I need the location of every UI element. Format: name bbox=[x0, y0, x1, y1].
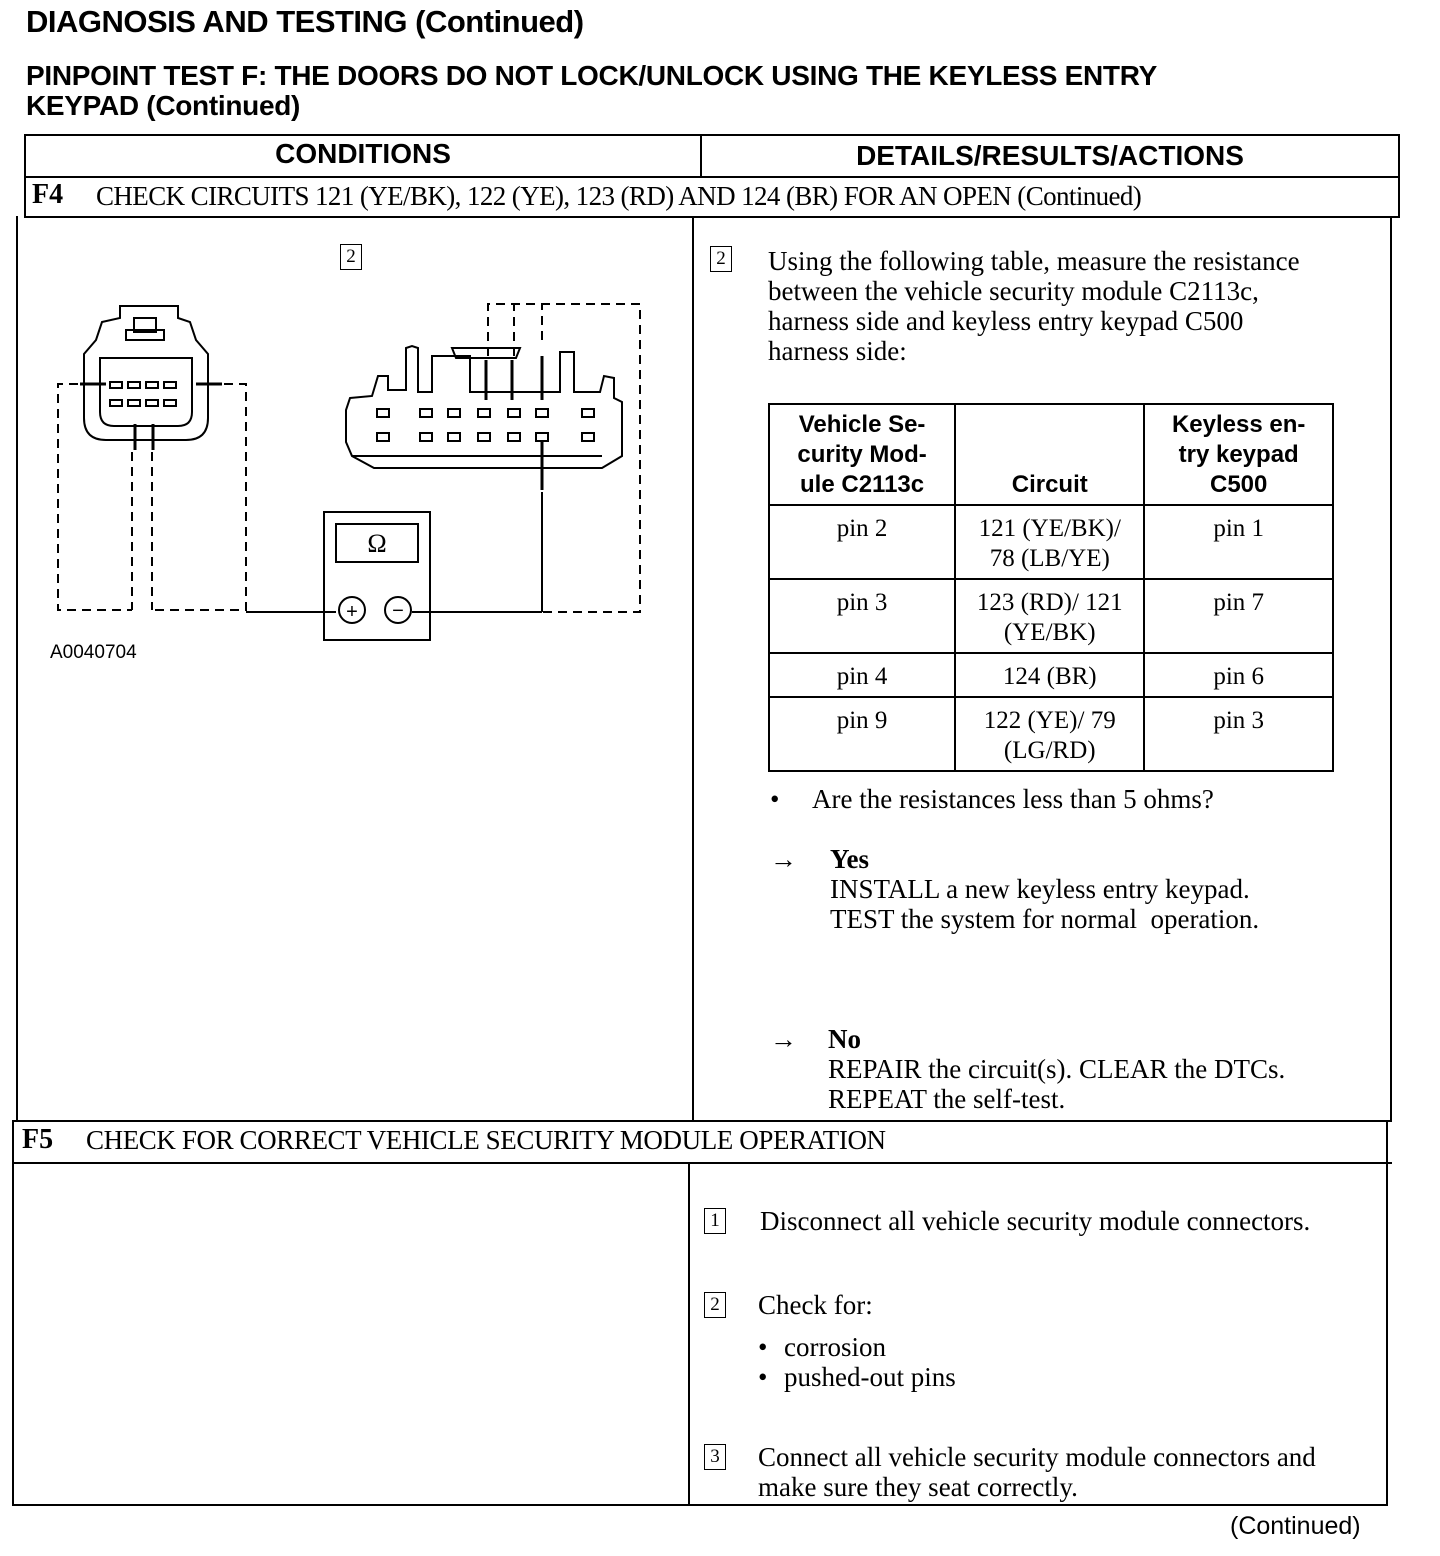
f5-title: CHECK FOR CORRECT VEHICLE SECURITY MODULE OPERATION bbox=[86, 1125, 886, 1155]
f4-step-line: Using the following table, measure the resistance bbox=[768, 246, 1300, 276]
connector-diagram bbox=[40, 290, 660, 650]
table-header-row bbox=[769, 404, 1333, 505]
f4-step-line: harness side and keyless entry keypad C500 bbox=[768, 306, 1244, 336]
cell-keypad-pin: pin 6 bbox=[1144, 653, 1333, 697]
keypad-connector bbox=[84, 306, 208, 440]
question-text: Are the resistances less than 5 ohms? bbox=[812, 784, 1214, 814]
cell-keypad-pin: pin 7 bbox=[1144, 579, 1333, 653]
f5-step-number: 3 bbox=[704, 1444, 726, 1470]
f4-step-text bbox=[768, 246, 1300, 366]
plus-terminal-symbol: + bbox=[346, 601, 358, 623]
yes-action-line: INSTALL a new keyless entry keypad. bbox=[830, 874, 1250, 904]
no-label: No bbox=[828, 1024, 861, 1054]
f4-step-line: harness side: bbox=[768, 336, 907, 366]
table-row bbox=[769, 505, 1333, 579]
header-circuit: Circuit bbox=[955, 404, 1144, 505]
yes-label: Yes bbox=[830, 844, 869, 874]
cell-vsm-pin: pin 9 bbox=[769, 697, 955, 771]
f5-step-number: 2 bbox=[704, 1292, 726, 1318]
question-bullet: • bbox=[770, 784, 780, 814]
f5-step-line: Disconnect all vehicle security module connectors. bbox=[760, 1206, 1311, 1236]
cell-keypad-pin: pin 1 bbox=[1144, 505, 1333, 579]
yes-arrow: → bbox=[770, 844, 797, 874]
f5-step-line: Check for: bbox=[758, 1290, 873, 1320]
f5-id: F5 bbox=[22, 1124, 54, 1155]
table-row bbox=[769, 697, 1333, 771]
cell-circuit: 123 (RD)/ 121 (YE/BK) bbox=[955, 579, 1144, 653]
table-row bbox=[769, 579, 1333, 653]
cell-vsm-pin: pin 3 bbox=[769, 579, 955, 653]
column-header-conditions: CONDITIONS bbox=[275, 138, 451, 169]
f5-bullet-list bbox=[758, 1332, 956, 1392]
module-connector bbox=[346, 346, 622, 490]
f5-step-number: 1 bbox=[704, 1208, 726, 1234]
no-action-line: REPAIR the circuit(s). CLEAR the DTCs. bbox=[828, 1054, 1286, 1084]
f5-step-line: make sure they seat correctly. bbox=[758, 1472, 1078, 1502]
f4-title: CHECK CIRCUITS 121 (YE/BK), 122 (YE), 123 (RD) AND 124 (BR) FOR AN OPEN (Continued) bbox=[96, 181, 1142, 211]
header-vsm: Vehicle Se- curity Mod- ule C2113c bbox=[769, 404, 955, 505]
list-item: • corrosion bbox=[758, 1332, 886, 1362]
minus-terminal-symbol: − bbox=[392, 600, 404, 622]
column-header-details: DETAILS/RESULTS/ACTIONS bbox=[856, 140, 1244, 171]
no-arrow: → bbox=[770, 1024, 797, 1054]
f5-step-3 bbox=[758, 1442, 1316, 1502]
module-pins bbox=[377, 409, 594, 441]
cell-vsm-pin: pin 2 bbox=[769, 505, 955, 579]
resistance-table bbox=[768, 403, 1334, 772]
section-title: DIAGNOSIS AND TESTING (Continued) bbox=[26, 4, 584, 39]
yes-action-line: TEST the system for normal operation. bbox=[830, 904, 1260, 934]
yes-branch bbox=[830, 844, 1259, 934]
cell-circuit: 124 (BR) bbox=[955, 653, 1144, 697]
f5-step-line: Connect all vehicle security module connectors and bbox=[758, 1442, 1316, 1472]
no-action-line: REPEAT the self-test. bbox=[828, 1084, 1066, 1114]
f4-id: F4 bbox=[32, 179, 64, 210]
cell-vsm-pin: pin 4 bbox=[769, 653, 955, 697]
cell-circuit: 122 (YE)/ 79 (LG/RD) bbox=[955, 697, 1144, 771]
test-title-line2: KEYPAD (Continued) bbox=[26, 90, 301, 121]
table-row bbox=[769, 653, 1333, 697]
f5-step-1 bbox=[760, 1206, 1310, 1236]
f5-step-2 bbox=[758, 1290, 873, 1320]
header-keypad: Keyless en- try keypad C500 bbox=[1144, 404, 1333, 505]
diagram-step-box: 2 bbox=[340, 244, 362, 270]
test-title-line1: PINPOINT TEST F: THE DOORS DO NOT LOCK/UNLOCK USING THE KEYLESS ENTRY bbox=[26, 60, 1157, 91]
no-branch bbox=[828, 1024, 1285, 1114]
cell-circuit: 121 (YE/BK)/ 78 (LB/YE) bbox=[955, 505, 1144, 579]
f4-step-line: between the vehicle security module C2113c, bbox=[768, 276, 1259, 306]
continued-footer: (Continued) bbox=[1230, 1512, 1361, 1540]
f4-step-number: 2 bbox=[710, 246, 732, 272]
list-item: • pushed-out pins bbox=[758, 1362, 956, 1392]
ohm-symbol: Ω bbox=[367, 529, 387, 558]
cell-keypad-pin: pin 3 bbox=[1144, 697, 1333, 771]
figure-id: A0040704 bbox=[50, 642, 137, 663]
